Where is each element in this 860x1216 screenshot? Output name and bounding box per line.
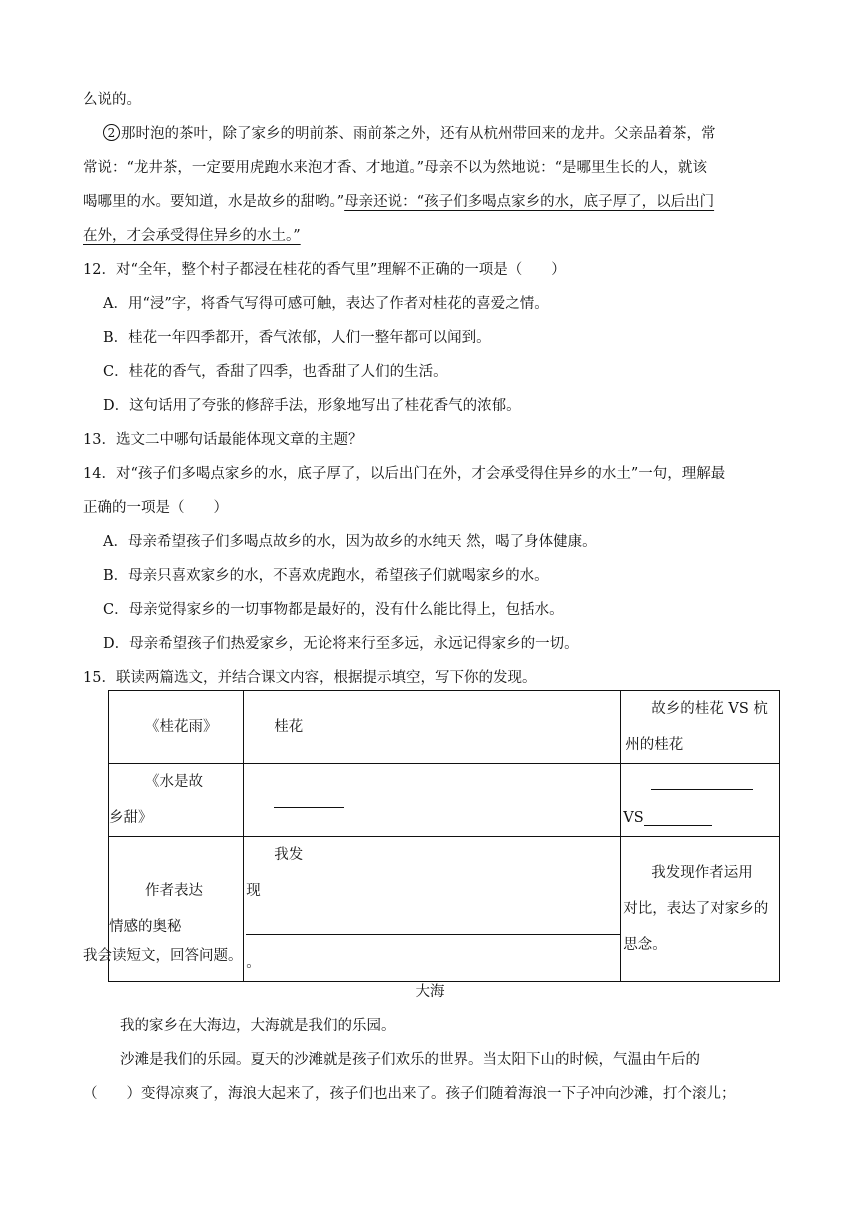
cell-text: 作者表达 [145, 883, 203, 899]
table-row [109, 764, 780, 837]
story-line: 我的家乡在大海边，大海就是我们的乐园。 [120, 1018, 396, 1034]
cell-text: 情感的奥秘 [109, 919, 182, 935]
circled-number: 2 [103, 124, 120, 141]
cell-text: 。 [246, 955, 261, 971]
paragraph-2-line-1 [103, 124, 716, 144]
q12-option-c: C．桂花的香气，香甜了四季，也香甜了人们的生活。 [103, 364, 448, 380]
q15-table [108, 690, 780, 982]
table-cell [109, 691, 244, 764]
q13-stem: 13．选文二中哪句话最能体现文章的主题？ [83, 432, 363, 448]
cell-text: 思念。 [623, 937, 667, 953]
cell-text: 我发现作者运用 [651, 865, 753, 881]
table-cell [621, 764, 780, 837]
q12-option-a: A．用“浸”字，将香气写得可感可触，表达了作者对桂花的喜爱之情。 [103, 296, 549, 312]
cell-text: 我发 [274, 847, 304, 863]
table-cell [244, 837, 621, 982]
underlined-sentence: 母亲还说：“孩子们多喝点家乡的水，底子厚了，以后出门 [344, 194, 715, 210]
cell-text: VS [623, 810, 644, 826]
cell-text: 州的桂花 [625, 737, 684, 753]
cell-text: 乡甜》 [109, 810, 153, 826]
para-text: 那时泡的茶叶，除了家乡的明前茶、雨前茶之外，还有从杭州带回来的龙井。父亲品着茶，常 [121, 126, 716, 142]
paragraph-2-line-2: 常说：“龙井茶，一定要用虎跑水来泡才香、才地道。”母亲不以为然地说：“是哪里生长的人，就该 [83, 160, 707, 176]
q14-option-d: D．母亲希望孩子们热爱家乡，无论将来行至多远，永远记得家乡的一切。 [103, 636, 579, 652]
table-cell [244, 764, 621, 837]
table-cell [621, 837, 780, 982]
story-line: （ ）变得凉爽了，海浪大起来了，孩子们也出来了。孩子们随着海浪一下子冲向沙滩，打个滚儿； [83, 1086, 736, 1102]
table-row [109, 691, 780, 764]
table-cell [109, 764, 244, 837]
story-line: 沙滩是我们的乐园。夏天的沙滩就是孩子们欢乐的世界。当太阳下山的时候，气温由午后的 [120, 1052, 700, 1068]
story-title: 大海 [415, 984, 445, 1000]
paragraph-2-line-3 [83, 192, 714, 212]
table-cell [244, 691, 621, 764]
answer-blank[interactable] [246, 920, 620, 935]
q14-stem-line-1: 14．对“孩子们多喝点家乡的水，底子厚了，以后出门在外，才会承受得住异乡的水土”一句，理解最 [83, 466, 726, 482]
underlined-sentence: 在外，才会承受得住异乡的水土。” [83, 228, 301, 244]
q14-option-b: B．母亲只喜欢家乡的水，不喜欢虎跑水，希望孩子们就喝家乡的水。 [103, 568, 549, 584]
cell-text: 桂花 [274, 719, 304, 735]
q14-stem-line-2: 正确的一项是（ ） [83, 500, 228, 516]
q12-stem: 12．对“全年，整个村子都浸在桂花的香气里”理解不正确的一项是（ ） [83, 262, 566, 278]
para-text: 喝哪里的水。要知道，水是故乡的甜哟。” [83, 194, 345, 210]
cell-text: 现 [246, 883, 261, 899]
passage-line: 么说的。 [83, 92, 141, 108]
answer-blank[interactable] [651, 775, 753, 790]
cell-text: 《桂花雨》 [145, 719, 218, 735]
q12-option-d: D．这句话用了夸张的修辞手法，形象地写出了桂花香气的浓郁。 [103, 398, 521, 414]
cell-text: 故乡的桂花 VS 杭 [651, 701, 768, 717]
answer-blank[interactable] [644, 811, 712, 826]
q12-option-b: B．桂花一年四季都开，香气浓郁，人们一整年都可以闻到。 [103, 330, 491, 346]
q14-option-c: C．母亲觉得家乡的一切事物都是最好的，没有什么能比得上，包括水。 [103, 602, 564, 618]
cell-text: 《水是故 [145, 774, 203, 790]
answer-blank[interactable] [274, 793, 344, 808]
section-intro: 我会读短文，回答问题。 [83, 948, 243, 964]
q14-option-a: A．母亲希望孩子们多喝点故乡的水，因为故乡的水纯天 然，喝了身体健康。 [103, 534, 597, 550]
cell-text: 对比，表达了对家乡的 [623, 901, 769, 917]
q15-stem: 15．联读两篇选文，并结合课文内容，根据提示填空，写下你的发现。 [83, 670, 537, 686]
table-cell [621, 691, 780, 764]
